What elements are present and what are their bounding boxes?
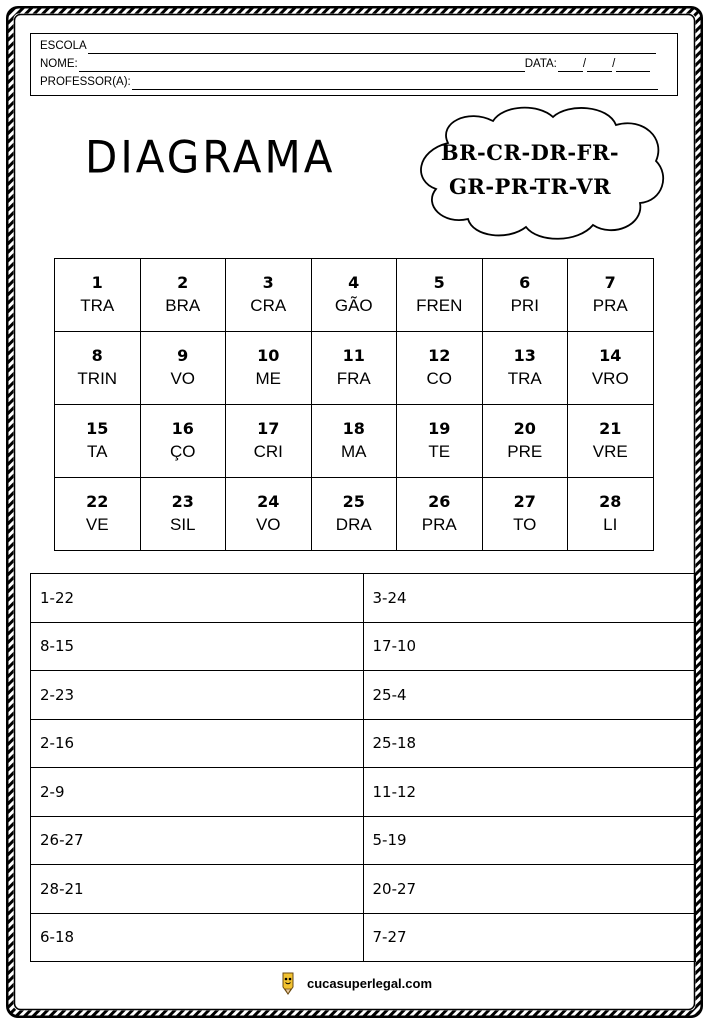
cell-syllable: CRA <box>250 296 287 315</box>
cell-syllable: FREN <box>416 296 463 315</box>
professor-line <box>40 74 658 90</box>
cell-number: 11 <box>342 346 365 365</box>
cell-number: 25 <box>342 492 365 511</box>
answer-cell[interactable]: 6-18 <box>31 913 364 962</box>
cell-number: 2 <box>177 273 189 292</box>
grid-cell <box>397 405 483 478</box>
answer-cell[interactable]: 3-24 <box>363 574 696 623</box>
escola-line <box>40 38 656 54</box>
date-day-field[interactable] <box>558 59 583 72</box>
cell-syllable: TA <box>87 442 108 461</box>
grid-cell <box>568 478 654 551</box>
grid-cell <box>568 405 654 478</box>
cell-syllable: FRA <box>336 369 371 388</box>
answer-cell[interactable]: 7-27 <box>363 913 696 962</box>
cell-syllable: ME <box>255 369 281 388</box>
pencil-mascot-icon <box>277 971 299 995</box>
site-link[interactable]: cucasuperlegal.com <box>307 975 432 991</box>
cell-syllable: PRA <box>592 296 628 315</box>
answer-row <box>31 574 696 623</box>
date-year-field[interactable] <box>616 59 650 72</box>
cell-syllable: VO <box>170 369 196 388</box>
cell-syllable: MA <box>341 442 367 461</box>
cell-syllable: CO <box>426 369 452 388</box>
grid-cell <box>482 332 568 405</box>
grid-row <box>55 405 654 478</box>
answer-row <box>31 913 696 962</box>
cell-syllable: VE <box>85 515 109 534</box>
cell-syllable: VRO <box>591 369 629 388</box>
cell-syllable: ÇO <box>170 442 196 461</box>
answer-table <box>30 573 696 962</box>
cell-syllable: VRE <box>592 442 628 461</box>
answer-cell[interactable]: 8-15 <box>31 622 364 671</box>
cell-number: 20 <box>513 419 536 438</box>
grid-cell <box>397 478 483 551</box>
grid-cell <box>140 405 226 478</box>
answer-row <box>31 768 696 817</box>
cell-syllable: TRIN <box>77 369 118 388</box>
cell-number: 17 <box>257 419 280 438</box>
grid-cell <box>55 405 141 478</box>
nome-line <box>40 56 650 72</box>
grid-cell <box>568 332 654 405</box>
professor-label: PROFESSOR(A): <box>40 76 131 88</box>
date-month-field[interactable] <box>587 59 612 72</box>
grid-cell <box>140 332 226 405</box>
cell-number: 19 <box>428 419 451 438</box>
date-separator: / <box>582 58 587 70</box>
cell-syllable: TE <box>428 442 451 461</box>
grid-cell <box>482 478 568 551</box>
nome-field[interactable] <box>79 59 525 72</box>
cell-number: 14 <box>599 346 622 365</box>
cell-number: 10 <box>257 346 280 365</box>
grid-cell <box>311 332 397 405</box>
cell-syllable: PRI <box>510 296 539 315</box>
answer-cell[interactable]: 11-12 <box>363 768 696 817</box>
cloud-text-line2: GR-PR-TR-VR <box>448 174 612 199</box>
date-separator: / <box>612 58 616 70</box>
cell-number: 15 <box>86 419 109 438</box>
answer-cell[interactable]: 2-9 <box>31 768 364 817</box>
cell-number: 4 <box>348 273 360 292</box>
grid-cell <box>140 478 226 551</box>
cloud-text-line1: BR-CR-DR-FR- <box>440 140 620 165</box>
cell-syllable: LI <box>603 515 618 534</box>
grid-cell <box>55 332 141 405</box>
answer-cell[interactable]: 25-18 <box>363 719 696 768</box>
nome-label: NOME: <box>40 58 78 70</box>
grid-cell <box>482 405 568 478</box>
cell-number: 5 <box>433 273 445 292</box>
cell-syllable: TO <box>513 515 537 534</box>
cell-syllable: TRA <box>80 296 115 315</box>
professor-field[interactable] <box>132 77 658 90</box>
answer-cell[interactable]: 1-22 <box>31 574 364 623</box>
syllable-grid <box>54 258 654 551</box>
grid-cell <box>226 405 312 478</box>
cell-number: 28 <box>599 492 622 511</box>
grid-cell <box>226 478 312 551</box>
answer-row <box>31 816 696 865</box>
grid-cell <box>55 478 141 551</box>
grid-cell <box>226 332 312 405</box>
cell-syllable: CRI <box>253 442 283 461</box>
grid-cell <box>482 259 568 332</box>
grid-row <box>55 259 654 332</box>
header-form <box>30 33 678 96</box>
cell-syllable: PRA <box>421 515 457 534</box>
cell-number: 12 <box>428 346 451 365</box>
answer-row <box>31 671 696 720</box>
grid-cell <box>311 259 397 332</box>
cell-number: 24 <box>257 492 280 511</box>
answer-cell[interactable]: 2-16 <box>31 719 364 768</box>
answer-cell[interactable]: 17-10 <box>363 622 696 671</box>
cell-number: 18 <box>342 419 365 438</box>
grid-cell <box>311 405 397 478</box>
footer <box>0 971 709 995</box>
cell-number: 16 <box>171 419 194 438</box>
grid-cell <box>140 259 226 332</box>
cell-number: 21 <box>599 419 622 438</box>
grid-cell <box>55 259 141 332</box>
escola-field[interactable] <box>88 41 656 54</box>
cell-syllable: BRA <box>165 296 201 315</box>
answer-cell[interactable]: 28-21 <box>31 865 364 914</box>
grid-cell <box>568 259 654 332</box>
cell-number: 22 <box>86 492 109 511</box>
cell-number: 23 <box>171 492 194 511</box>
cell-number: 3 <box>262 273 274 292</box>
answer-cell[interactable]: 5-19 <box>363 816 696 865</box>
escola-label: ESCOLA <box>40 40 87 52</box>
grid-cell <box>397 259 483 332</box>
cell-syllable: SIL <box>169 515 196 534</box>
cell-number: 7 <box>604 273 616 292</box>
cell-syllable: VO <box>255 515 281 534</box>
answer-cell[interactable]: 26-27 <box>31 816 364 865</box>
answer-cell[interactable]: 20-27 <box>363 865 696 914</box>
answer-cell[interactable]: 25-4 <box>363 671 696 720</box>
answer-row <box>31 622 696 671</box>
grid-cell <box>311 478 397 551</box>
grid-row <box>55 332 654 405</box>
cell-number: 8 <box>91 346 103 365</box>
cell-syllable: GÃO <box>334 296 373 315</box>
cell-syllable: DRA <box>335 515 372 534</box>
cell-syllable: PRE <box>507 442 543 461</box>
grid-cell <box>397 332 483 405</box>
cell-syllable: TRA <box>507 369 542 388</box>
cell-number: 13 <box>513 346 536 365</box>
grid-cell <box>226 259 312 332</box>
cell-number: 6 <box>519 273 531 292</box>
grid-row <box>55 478 654 551</box>
answer-row <box>31 719 696 768</box>
cell-number: 9 <box>177 346 189 365</box>
cell-number: 27 <box>513 492 536 511</box>
page-title: DIAGRAMA <box>85 131 336 184</box>
data-label: DATA: <box>524 58 557 70</box>
answer-row <box>31 865 696 914</box>
cell-number: 26 <box>428 492 451 511</box>
cell-number: 1 <box>91 273 103 292</box>
answer-cell[interactable]: 2-23 <box>31 671 364 720</box>
